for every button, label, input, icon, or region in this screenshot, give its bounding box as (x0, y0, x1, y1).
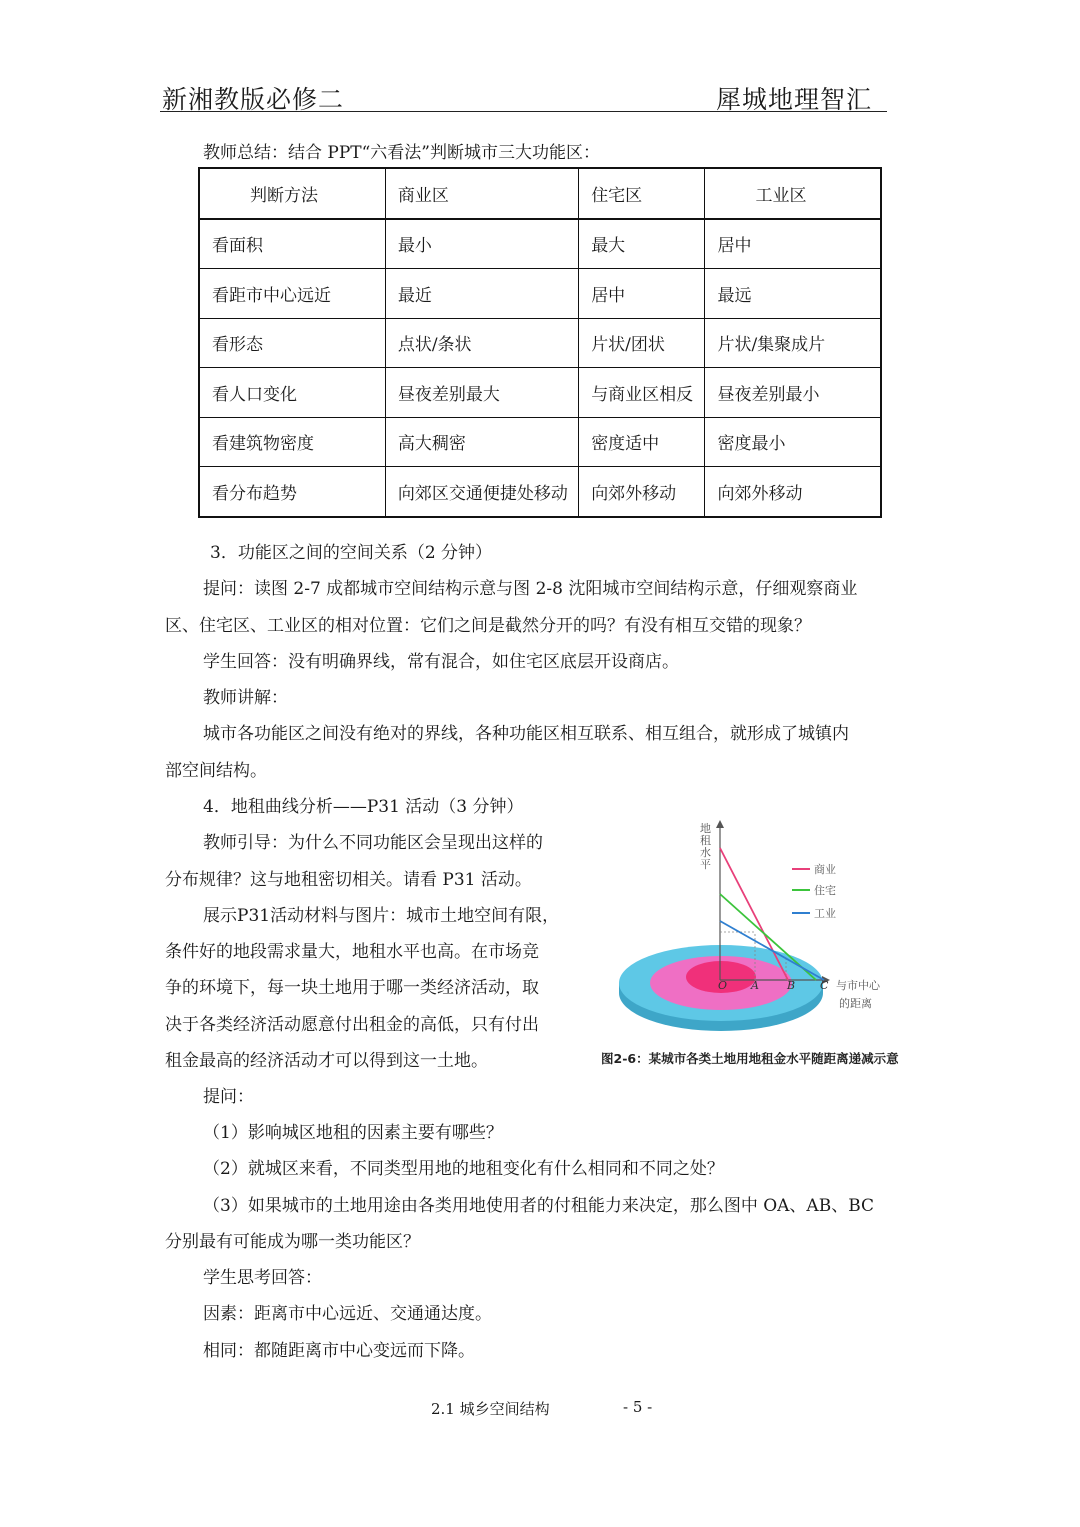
section4-text-line: 租金最高的经济活动才可以得到这一土地。 (165, 1051, 488, 1071)
table-header-row (199, 168, 881, 219)
section3-question-line2: 区、住宅区、工业区的相对位置：它们之间是截然分开的吗？有没有相互交错的现象？ (165, 616, 811, 636)
point-label-o: O (718, 979, 728, 992)
table-cell: 看面积 (199, 219, 385, 269)
legend-residential-label: 住宅 (814, 884, 836, 897)
questions-ask: 提问： (203, 1087, 254, 1107)
table-cell: 最小 (385, 219, 578, 269)
table-cell: 与商业区相反 (579, 368, 705, 418)
answer-same: 相同：都随距离市中心变远而下降。 (203, 1341, 475, 1361)
table-row (199, 368, 881, 418)
table-cell: 向郊外移动 (579, 467, 705, 517)
table-cell: 昼夜差别最大 (385, 368, 578, 418)
table-row (199, 269, 881, 319)
table-cell: 最近 (385, 269, 578, 319)
table-cell: 向郊区交通便捷处移动 (385, 467, 578, 517)
table-header-cell: 商业区 (385, 168, 578, 219)
section3-student-answer: 学生回答：没有明确界线，常有混合，如住宅区底层开设商店。 (203, 652, 679, 672)
table-cell: 向郊外移动 (705, 467, 881, 517)
table-cell: 居中 (579, 269, 705, 319)
section4-text-line: 条件好的地段需求量大，地租水平也高。在市场竞 (165, 942, 539, 962)
figure-caption: 图2-6：某城市各类土地用地租金水平随距离递减示意 (601, 1051, 899, 1066)
section4-title: 4．地租曲线分析——P31 活动（3 分钟） (203, 797, 524, 817)
table-cell: 高大稠密 (385, 417, 578, 467)
table-intro: 教师总结：结合 PPT“六看法”判断城市三大功能区： (203, 143, 601, 163)
table-cell: 看人口变化 (199, 368, 385, 418)
y-label-char: 地 (700, 822, 711, 835)
y-label-char: 租 (700, 834, 711, 847)
table-row (199, 467, 881, 517)
table-row (199, 318, 881, 368)
table-cell: 最大 (579, 219, 705, 269)
y-label-char: 水 (700, 846, 711, 859)
section3-title: 3．功能区之间的空间关系（2 分钟） (210, 543, 493, 563)
section3-question-line1: 提问：读图 2-7 成都城市空间结构示意与图 2-8 沈阳城市空间结构示意，仔细观察商业 (203, 579, 858, 599)
table-cell: 片状/团状 (579, 318, 705, 368)
header-divider (160, 111, 887, 112)
table-header-cell: 工业区 (705, 168, 881, 219)
question-2: （2）就城区来看，不同类型用地的地租变化有什么相同和不同之处？ (203, 1159, 724, 1179)
section3-explain-line1: 城市各功能区之间没有绝对的界线，各种功能区相互联系、相互组合，就形成了城镇内 (203, 724, 849, 744)
table-cell: 看距市中心远近 (199, 269, 385, 319)
header-right-title: 犀城地理智汇 (716, 85, 873, 114)
table-cell: 片状/集聚成片 (705, 318, 881, 368)
header-left-title: 新湘教版必修二 (162, 85, 345, 114)
y-label-char: 平 (700, 858, 711, 871)
function-zone-table (198, 167, 882, 518)
table-cell: 昼夜差别最小 (705, 368, 881, 418)
section3-teacher-label: 教师讲解： (203, 688, 288, 708)
section4-text-line: 决于各类经济活动愿意付出租金的高低，只有付出 (165, 1015, 539, 1035)
point-label-b: B (787, 979, 796, 992)
point-label-a: A (751, 979, 759, 992)
page-number: - 5 - (623, 1398, 653, 1416)
y-axis-arrow (716, 820, 724, 828)
rent-curve-figure (596, 818, 916, 1054)
table-header-cell: 判断方法 (199, 168, 385, 219)
table-cell: 密度最小 (705, 417, 881, 467)
section4-text-line: 教师引导：为什么不同功能区会呈现出这样的 (203, 833, 543, 853)
question-3-line2: 分别最有可能成为哪一类功能区？ (165, 1232, 420, 1252)
question-1: （1）影响城区地租的因素主要有哪些？ (203, 1123, 503, 1143)
table-cell: 密度适中 (579, 417, 705, 467)
section4-text-line: 分布规律？这与地租密切相关。请看 P31 活动。 (165, 870, 532, 890)
x-label-line2: 的距离 (839, 997, 872, 1010)
table-cell: 最远 (705, 269, 881, 319)
table-row (199, 417, 881, 467)
question-3-line1: （3）如果城市的土地用途由各类用地使用者的付租能力来决定，那么图中 OA、AB、BC (203, 1196, 875, 1216)
legend-commerce-label: 商业 (814, 863, 836, 876)
table-row (199, 219, 881, 269)
section3-explain-line2: 部空间结构。 (165, 761, 267, 781)
table-cell: 看形态 (199, 318, 385, 368)
student-think-label: 学生思考回答： (203, 1268, 322, 1288)
table-cell: 点状/条状 (385, 318, 578, 368)
point-label-c: C (820, 979, 829, 992)
x-label-line1: 与市中心 (836, 979, 880, 992)
footer-section: 2.1 城乡空间结构 (431, 1400, 550, 1418)
table-cell: 看建筑物密度 (199, 417, 385, 467)
table-cell: 看分布趋势 (199, 467, 385, 517)
legend-industry-label: 工业 (814, 907, 836, 920)
table-cell: 居中 (705, 219, 881, 269)
section4-text-line: 展示P31活动材料与图片：城市土地空间有限， (203, 906, 560, 926)
answer-factor: 因素：距离市中心远近、交通通达度。 (203, 1304, 492, 1324)
table-header-cell: 住宅区 (579, 168, 705, 219)
section4-text-line: 争的环境下，每一块土地用于哪一类经济活动，取 (165, 978, 539, 998)
